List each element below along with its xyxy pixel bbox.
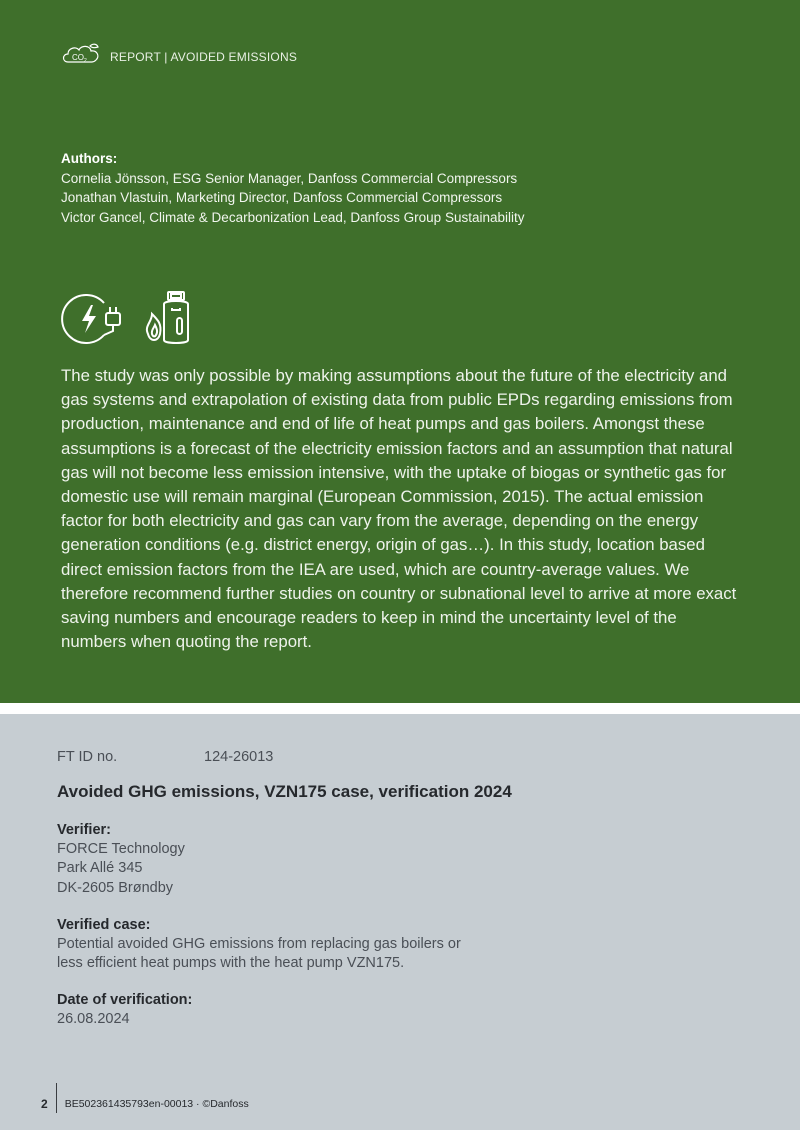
verified-case-block	[57, 916, 461, 974]
author-line: Victor Gancel, Climate & Decarbonization Lead, Danfoss Group Sustainability	[61, 209, 525, 225]
header-text: REPORT | AVOIDED EMISSIONS	[110, 49, 298, 64]
svg-text:CO: CO	[72, 53, 84, 62]
page-number: 2	[41, 1097, 48, 1111]
verifier-label: Verifier:	[57, 822, 111, 838]
verification-title: Avoided GHG emissions, VZN175 case, verification 2024	[57, 782, 512, 801]
verified-case-line: Potential avoided GHG emissions from replacing gas boilers or	[57, 936, 461, 953]
study-paragraph: The study was only possible by making assumptions about the future of the electricity and gas systems and extrapolation of existing data from public EPDs regarding emissions from production, maintenance and end of life of heat pumps and gas boilers. Amongst these assumptions is a forecast of the electricity emission factors and an assumption that natural gas will not become less emission intensive, with the uptake of biogas or synthetic gas for domestic use will remain marginal (European Commission, 2015). The actual emission factor for both electricity and gas can vary from the average, depending on the energy generation conditions (e.g. district energy, origin of gas…). In this study, location based direct emission factors from the IEA are used, which are country-average values. We therefore recommend further studies on country or subnational level to arrive at more exact saving numbers and encourage readers to keep in mind the uncertainty level of the numbers when quoting the report.	[61, 366, 737, 652]
gas-bottle-flame-icon	[142, 290, 202, 353]
footer-separator	[56, 1083, 57, 1113]
verifier-line: FORCE Technology	[57, 841, 185, 858]
authors-label: Authors:	[61, 151, 118, 166]
author-line: Cornelia Jönsson, ESG Senior Manager, Danfoss Commercial Compressors	[61, 170, 518, 186]
verified-case-label: Verified case:	[57, 917, 151, 933]
author-line: Jonathan Vlastuin, Marketing Director, Danfoss Commercial Compressors	[61, 190, 503, 205]
ft-id-row	[57, 749, 273, 765]
date-label: Date of verification:	[57, 992, 193, 1008]
document-reference: BE502361435793en-00013 · ©Danfoss	[64, 1098, 249, 1110]
energy-icons	[60, 290, 202, 353]
electricity-plug-icon	[60, 291, 130, 352]
verifier-block	[57, 821, 185, 898]
divider	[0, 703, 800, 714]
date-block	[57, 991, 192, 1029]
verifier-line: Park Allé 345	[57, 860, 143, 877]
page-footer	[41, 1082, 249, 1114]
verified-case-line: less efficient heat pumps with the heat pump VZN175.	[57, 955, 405, 972]
verification-panel	[0, 714, 800, 1130]
report-header	[60, 40, 297, 73]
svg-text:2: 2	[84, 58, 87, 64]
ft-id-label: FT ID no.	[57, 749, 118, 765]
authors-block	[61, 149, 525, 227]
ft-id-value: 124-26013	[204, 749, 274, 765]
verifier-line: DK-2605 Brøndby	[57, 879, 174, 896]
date-value: 26.08.2024	[57, 1011, 130, 1028]
co2-cloud-icon	[60, 40, 104, 73]
